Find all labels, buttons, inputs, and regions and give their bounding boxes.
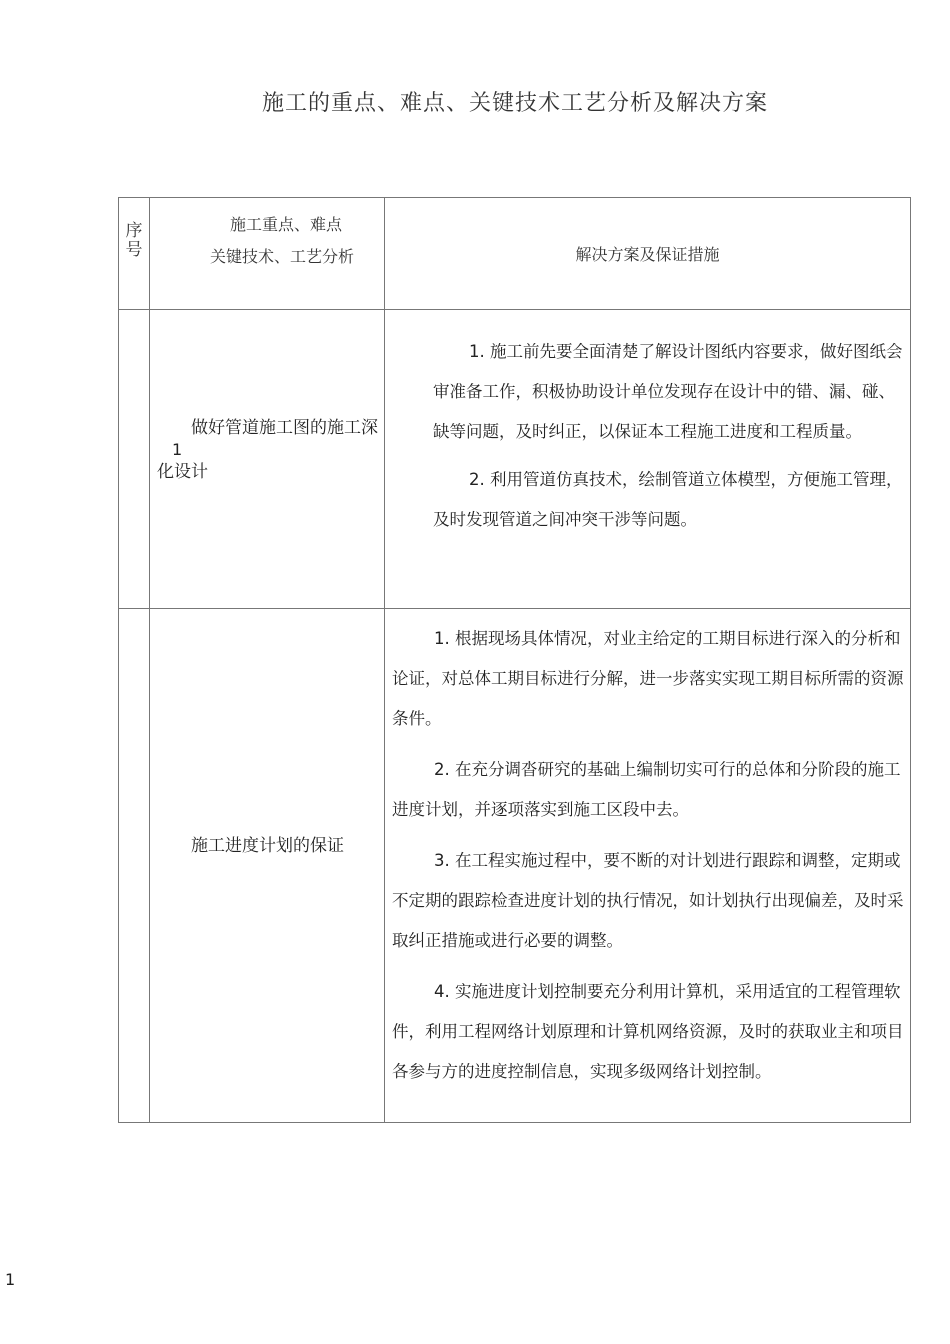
table-row: [119, 609, 911, 1123]
header-solutions: 解决方案及保证措施: [385, 198, 911, 310]
row1-solutions-cell: [385, 310, 911, 609]
row2-solution-2: 2. 在充分调沓研究的基础上编制切实可行的总体和分阶段的施工进度计划，并逐项落实到施工区段中去。: [392, 760, 901, 819]
row2-solution-1: 1. 根据现场具体情况，对业主给定的工期目标进行深入的分析和论证，对总体工期目标进行分解，进一步落实实现工期目标所需的资源条件。: [392, 629, 904, 728]
row2-item-text: 施工进度计划的保证: [191, 836, 344, 856]
table-row: [119, 310, 911, 609]
row2-solution-4: 4. 实施进度计划控制要充分利用计算机，采用适宜的工程管理软件，利用工程网络计划原理和计算机网络资源，及时的获取业主和项目各参与方的进度控制信息，实现多级网络计划控制。: [392, 982, 904, 1081]
row2-solution-3: 3. 在工程实施过程中，要不断的对计划进行跟踪和调整，定期或不定期的跟踪检查进度计划的执行情况，如计划执行出现偏差，及时采取纠正措施或进行必要的调整。: [392, 851, 904, 950]
row2-solutions-cell: [385, 609, 911, 1123]
row2-seq-cell: [119, 609, 150, 1123]
header-key-points: [150, 198, 385, 310]
header-key-points-line1: 施工重点、难点: [230, 215, 343, 234]
header-seq-label: 序号: [125, 221, 143, 260]
page-number: 1: [5, 1270, 16, 1289]
header-key-points-line2: 关键技术、工艺分析: [210, 247, 355, 266]
table-header-row: [119, 198, 911, 310]
row1-item-cell: [150, 310, 385, 609]
row1-seq: 1: [172, 440, 183, 459]
analysis-table: [118, 197, 911, 1123]
row1-solution-1: 1. 施工前先要全面清楚了解设计图纸内容要求，做好图纸会审准备工作，积极协助设计单位发现存在设计中的错、漏、碰、缺等问题，及时纠正，以保证本工程施工进度和工程质量。: [433, 342, 903, 441]
header-seq: [119, 198, 150, 310]
row2-item-cell: [150, 609, 385, 1123]
row1-seq-cell: [119, 310, 150, 609]
page-title: 施工的重点、难点、关键技术工艺分析及解决方案: [261, 91, 768, 116]
row1-item-text: 做好管道施工图的施工深化设计: [157, 418, 378, 482]
row1-solution-2: 2. 利用管道仿真技术，绘制管道立体模型，方便施工管理，及时发现管道之间冲突干涉等问题。: [433, 470, 903, 529]
